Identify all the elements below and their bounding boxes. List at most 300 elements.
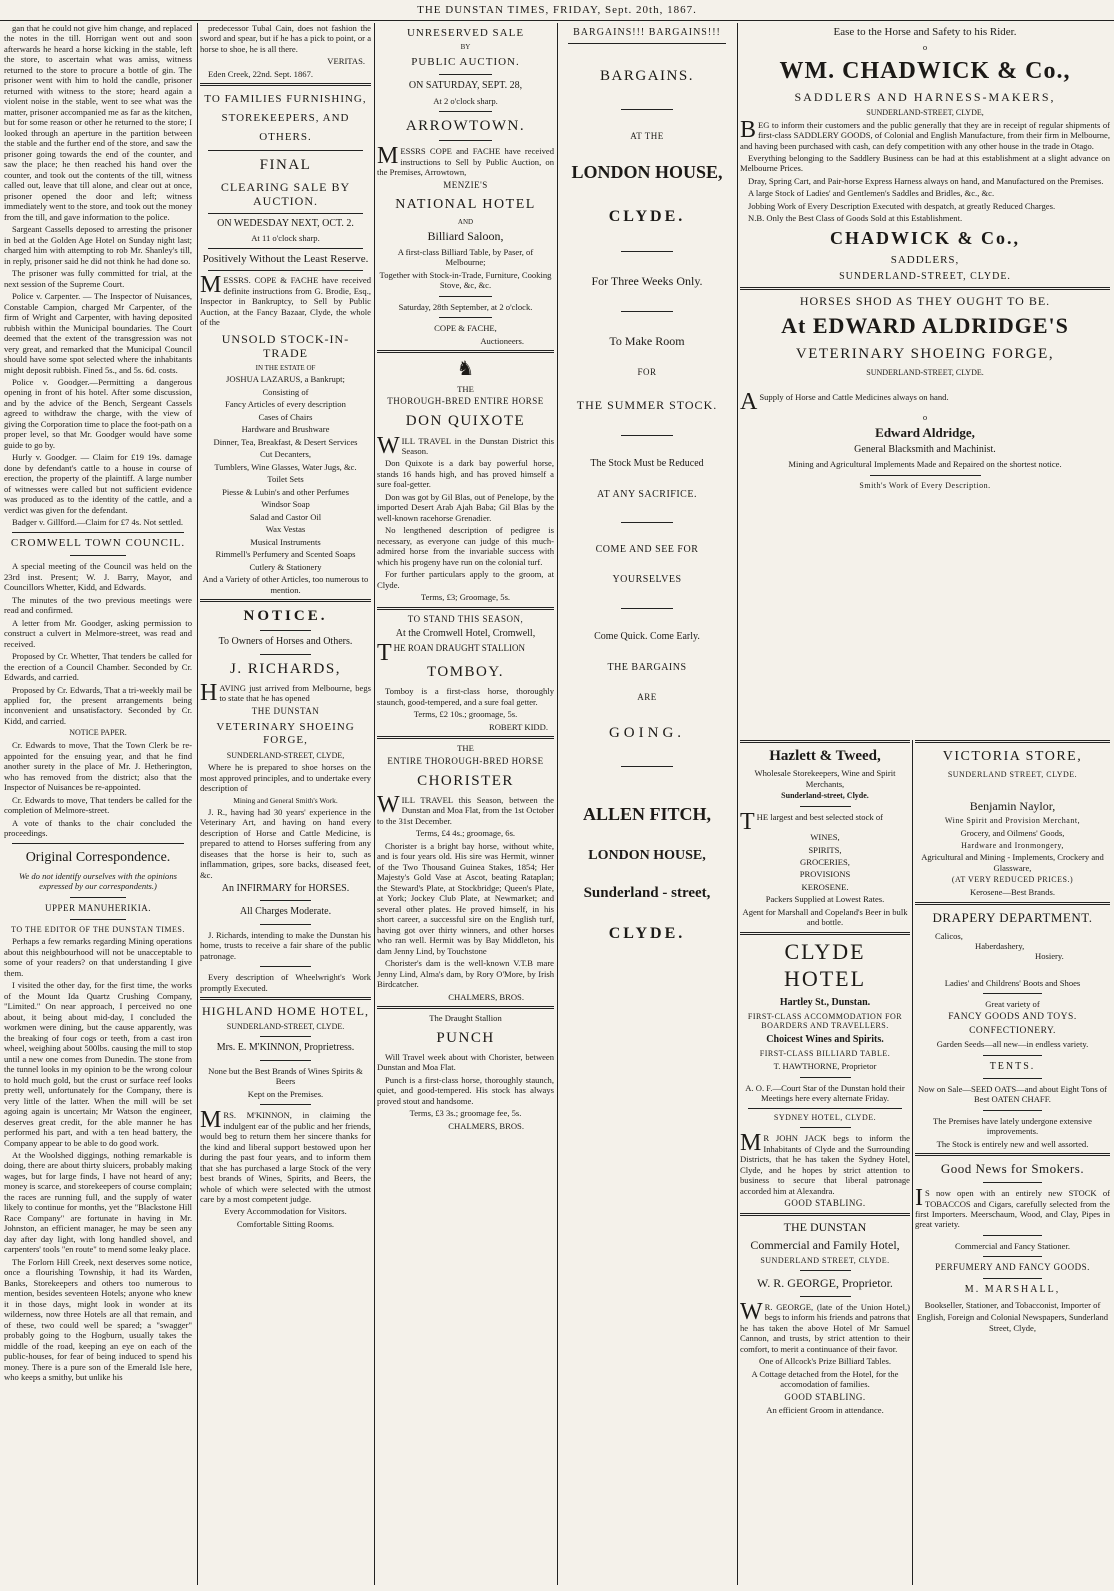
naylor-kerosene: Kerosene—Best Brands.: [970, 887, 1055, 898]
drop-cap: H: [200, 679, 218, 706]
divider: [439, 140, 492, 141]
chorister-body: [377, 841, 554, 990]
horse-icon: ♞: [456, 358, 475, 381]
letter-end: predecessor Tubal Cain, does not fashion the sword and spear, but if he has a pick to point, or a horse to shoe, he is all there.: [200, 23, 371, 54]
ad-auction-body: ESSRS. COPE & FACHE have received definite instructions from G. Brodie, Esq., Inspector in Bankruptcy, to Sell by Public Auction, at the Fancy Bazaar, Clyde, the whole of the: [200, 275, 371, 328]
highland-rooms: Comfortable Sitting Rooms.: [236, 1218, 335, 1229]
divider: [740, 287, 1110, 290]
divider: [621, 766, 673, 767]
clyde-hotel-wines: Choicest Wines and Spirits.: [766, 1034, 884, 1046]
naylor-grocery: Grocery, and Oilmens' Goods,: [960, 828, 1065, 839]
divider: [983, 1235, 1042, 1236]
chalmers: CHALMERS, BROS.: [448, 991, 524, 1002]
list-item: Musical Instruments: [250, 536, 321, 547]
aldridge-supply: Supply of Horse and Cattle Medicines always on hand.: [759, 391, 949, 402]
don-terms: Terms, £3; Groomage, 5s.: [420, 592, 511, 603]
divider: [200, 83, 371, 86]
column-5-left: [740, 740, 910, 1585]
notice-paper: NOTICE PAPER.: [69, 728, 127, 738]
divider: [208, 248, 363, 249]
divider: [377, 607, 554, 610]
divider: [12, 843, 184, 844]
divider: [740, 932, 910, 935]
naylor-sub: Wine Spirit and Provision Merchant,: [944, 816, 1081, 826]
premises: The Premises have lately undergone extensive improvements.: [932, 1115, 1092, 1137]
paragraph: EG to inform their customers and the public generally that they are in receipt of regular shipments of first-class SADDLERY GOODS, of Colonial and English Manufacture, from their firm in Melbourne, and having been purchased with cash, can defy competition with any other house in the trade in Otago.: [740, 119, 1110, 151]
naylor-agri: Agricultural and Mining - Implements, Crockery and Glassware,: [921, 852, 1104, 873]
paragraph: gan that he could not give him change, and replaced the notes in the till. Horrigan went out and soon afterwards he heard a horse kicking in the stable, left the store, to ascertain what was amiss, witness returned to the store to procure a bottle of gin. The prisoner went with him to hold the candle, prisoner returned with witness to the store; heard again a violent noise in the stable, went to see what was the matter, prisoner accompanied me as far as the kitchen, but for some reason or other he returned to the store; I looked through an aperture in the partition between the stable and the further end of the store, and saw the prisoner going towards the end of the counter, and saw the place; he then reached his hand over the counter, and took out the contents of the till, witness called out, leave that till alone, and clear out at once, prisoner opened the door and left; witness immediately went to the store, and took out the money from the till, and gave information to the police.: [4, 23, 192, 222]
divider: [208, 150, 363, 151]
naylor-hardware: Hardware and Ironmongery,: [961, 840, 1064, 850]
marshall-sub: Bookseller, Stationer, and Tobacconist, Importer of: [924, 1299, 1101, 1310]
ad-sale-time: At 11 o'clock sharp.: [251, 233, 320, 244]
paragraph: For further particulars apply to the groom, at Clyde.: [377, 569, 554, 590]
correspondence-to: TO THE EDITOR OF THE DUNSTAN TIMES.: [11, 924, 185, 934]
list-item: Salad and Castor Oil: [249, 511, 322, 522]
drapery-calicos: Calicos,: [935, 930, 963, 941]
divider: [200, 599, 371, 602]
divider: [915, 902, 1110, 905]
chadwick-saddlers-2: SADDLERS,: [890, 253, 960, 266]
charges: All Charges Moderate.: [239, 906, 332, 918]
drop-cap: M: [200, 272, 222, 299]
correspondence-note: We do not identify ourselves with the opinions expressed by our correspondents.): [19, 870, 177, 892]
paragraph: Jobbing Work of Every Description Executed with despatch, at greatly Reduced Charges.: [748, 200, 1056, 211]
divider: [208, 213, 363, 214]
correspondence-place: UPPER MANUHERIKIA.: [44, 902, 151, 913]
list-item: Cutlery & Stationery: [249, 561, 322, 572]
drop-cap: M: [740, 1130, 762, 1157]
marshall-name: M. MARSHALL,: [964, 1284, 1061, 1296]
chalmers-2: CHALMERS, BROS.: [448, 1120, 524, 1131]
clyde-2: CLYDE.: [608, 925, 686, 943]
list-item: Consisting of: [262, 386, 309, 397]
are: ARE: [637, 691, 657, 702]
drop-cap: I: [915, 1185, 923, 1212]
richards-name: J. RICHARDS,: [230, 660, 341, 677]
horses-shod: HORSES SHOD AS THEY OUGHT TO BE.: [799, 294, 1051, 309]
notice-title: NOTICE.: [243, 608, 328, 625]
chadwick-title: WM. CHADWICK & Co.,: [779, 57, 1071, 84]
chadwick-address: SUNDERLAND-STREET, CLYDE,: [866, 107, 984, 117]
divider: [439, 317, 492, 318]
list-item: Cut Decanters,: [259, 449, 312, 460]
divider: [568, 43, 726, 44]
aldridge-name: Edward Aldridge,: [875, 425, 975, 441]
chorister-the: THE: [457, 743, 474, 754]
council-title: CROMWELL TOWN COUNCIL.: [10, 536, 186, 549]
list-item: Wax Vestas: [265, 524, 306, 535]
hazlett-packers: Packers Supplied at Lowest Rates.: [765, 894, 885, 905]
list-item: WINES,: [810, 832, 840, 843]
column-3: [377, 23, 554, 1585]
column-rule: [737, 23, 738, 1585]
divider: [260, 630, 311, 631]
divider: [800, 1296, 851, 1297]
infirmary: An INFIRMARY for HORSES.: [221, 883, 350, 895]
paragraph: The minutes of the two previous meetings were read and confirmed.: [4, 594, 192, 616]
divider: [260, 1036, 311, 1037]
divider: [748, 1108, 902, 1109]
hazlett-sub: Wholesale Storekeepers, Wine and Spirit Merchants,: [754, 768, 896, 789]
allen-fitch: ALLEN FITCH,: [582, 804, 712, 825]
tents: TENTS.: [989, 1060, 1036, 1072]
cope-fache: COPE & FACHE,: [434, 323, 497, 334]
bargains: BARGAINS.: [600, 68, 694, 85]
drop-cap: W: [377, 791, 400, 818]
arrowtown: ARROWTOWN.: [405, 118, 526, 135]
paragraph: Don Quixote is a dark bay powerful horse, stands 16 hands high, and has proved himself a sure foal-getter.: [377, 458, 554, 490]
aldridge-blacksmith: General Blacksmith and Machinist.: [854, 444, 996, 456]
paragraph: N.B. Only the Best Class of Goods Sold at this Establishment.: [748, 213, 963, 224]
paragraph: The Forlorn Hill Creek, next deserves some notice, once a flourishing Township, it had its Warden, Banks, Storekeepers and others too numerous to mention, besides seventeen Hotels; anyone who knew it in those days, might look in wonder at its wilderness, now three Hotels are all that remain, and of these, two could well be spared; a "swagger" probably going to the Hogburn, usually takes the middle of the road, keeping an eye on each of the public-houses, for fear of being induced to spend his money. There is a pure son of the Emerald Isle here, who keeps a smithy, but unlike his: [4, 1256, 192, 1383]
punch-terms: Terms, £3 3s.; groomage fee, 5s.: [409, 1108, 522, 1119]
highland-proprietress: Mrs. E. M'KINNON, Proprietress.: [216, 1042, 355, 1054]
victoria-address: SUNDERLAND STREET, CLYDE.: [947, 770, 1078, 780]
dunstan-address: SUNDERLAND STREET, CLYDE.: [760, 1255, 890, 1265]
seed-oats: Now on Sale—SEED OATS—and about Eight Tons of Best OATEN CHAFF.: [917, 1083, 1107, 1105]
saturday: Saturday, 28th September, at 2 o'clock.: [398, 301, 533, 312]
stand-at: At the Cromwell Hotel, Cromwell,: [395, 627, 536, 639]
divider: [621, 109, 673, 110]
highland-accommodation: Every Accommodation for Visitors.: [224, 1206, 347, 1217]
richards-work: Mining and General Smith's Work.: [233, 795, 338, 805]
at-the: AT THE: [630, 131, 664, 142]
stock-new: The Stock is entirely new and well assorted.: [936, 1138, 1089, 1149]
roan-stallion: HE ROAN DRAUGHT STALLION: [393, 642, 526, 653]
divider: [983, 1256, 1042, 1257]
ad-sale-date: ON WEDESDAY NEXT, OCT. 2.: [217, 218, 354, 230]
tomboy-terms: Terms, £2 10s.; groomage, 5s.: [413, 709, 518, 720]
divider: [621, 251, 673, 252]
list-item: GROCERIES,: [800, 856, 850, 867]
clyde: CLYDE.: [608, 208, 686, 226]
divider: [260, 966, 311, 967]
tomboy-body: Tomboy is a first-class horse, thoroughly staunch, good-tempered, and a sure foal getter.: [377, 686, 554, 707]
letter-signature: VERITAS.: [327, 56, 365, 67]
list-item: Toilet Sets: [267, 474, 304, 485]
paragraph: Chorister's dam is the well-known V.T.B mare Jenny Lind, Alma's dam, by Rory O'More, by Irish Birdcatcher.: [377, 958, 554, 990]
clyde-hotel-proprietor: T. HAWTHORNE, Proprietor: [773, 1061, 877, 1072]
london-house-2: LONDON HOUSE,: [588, 848, 706, 864]
drapery-hosiery: Hosiery.: [1035, 951, 1064, 962]
chorister-title: CHORISTER: [417, 772, 514, 789]
perfumery: PERFUMERY AND FANCY GOODS.: [935, 1262, 1090, 1273]
for: FOR: [637, 367, 657, 378]
divider: [208, 270, 363, 271]
sunderland-street: Sunderland - street,: [583, 885, 711, 902]
divider: [377, 1006, 554, 1009]
paragraph: Cr. Edwards to move, That tenders be called for the completion of Melmore-street.: [4, 794, 192, 816]
aldridge-forge: VETERINARY SHOEING FORGE,: [795, 345, 1055, 362]
list-item: KEROSENE.: [801, 881, 849, 892]
divider: [870, 475, 981, 476]
divider: [439, 296, 492, 297]
divider: [260, 654, 311, 655]
list-item: Fancy Articles of every description: [225, 399, 346, 410]
paragraph: Perhaps a few remarks regarding Mining operations about this neighbourhood will not be unacceptable to some of your readers? on that understanding I give them.: [4, 936, 192, 978]
divider: [915, 1153, 1110, 1156]
chorister-entire: ENTIRE THOROUGH-BRED HORSE: [387, 755, 544, 766]
divider: [983, 1110, 1042, 1111]
list-item: Rimmell's Perfumery and Scented Soaps: [215, 549, 356, 560]
victoria-title: VICTORIA STORE,: [942, 749, 1083, 764]
divider: [439, 111, 492, 112]
dunstan-cottage: A Cottage detached from the Hotel, for the accomodation of families.: [751, 1368, 899, 1390]
hazlett-agent: Agent for Marshall and Copeland's Beer in bulk and bottle.: [742, 906, 908, 928]
list-item: Tumblers, Wine Glasses, Water Jugs, &c.: [214, 461, 357, 472]
punch-title: PUNCH: [436, 1029, 495, 1046]
divider: [621, 435, 673, 436]
robert-kidd: ROBERT KIDD.: [488, 721, 548, 732]
masthead: THE DUNSTAN TIMES, FRIDAY, Sept. 20th, 1867.: [0, 0, 1114, 21]
divider: [70, 919, 126, 920]
dunstan-stabling: GOOD STABLING.: [784, 1391, 866, 1402]
correspondence-body: [4, 936, 192, 1382]
paragraph: Proposed by Cr. Whetter, That tenders be called for the erection of a Council Chamber. Seconded by Cr. Edwards, and carried.: [4, 651, 192, 683]
richards-body-4: J. Richards, intending to make the Dunstan his home, trusts to receive a fair share of the public patronage.: [200, 929, 371, 961]
divider: [740, 740, 910, 743]
naylor-name: Benjamin Naylor,: [969, 798, 1056, 813]
richards-body-5: Every description of Wheelwright's Work promptly Executed.: [200, 972, 371, 993]
highland-title: HIGHLAND HOME HOTEL,: [202, 1004, 369, 1019]
divider: [800, 1077, 851, 1078]
ad-reserve: Positively Without the Least Reserve.: [202, 252, 369, 265]
column-rule: [912, 740, 913, 1585]
sale-date: ON SATURDAY, SEPT. 28,: [408, 80, 523, 92]
aldridge-smith: Smith's Work of Every Description.: [859, 480, 991, 490]
column-5-top: [740, 23, 1110, 743]
clyde-hotel-hartley: Hartley St., Dunstan.: [779, 996, 871, 1008]
list-item: And a Variety of other Articles, too numerous to mention.: [202, 574, 369, 595]
drop-cap: M: [200, 1107, 222, 1134]
ad-estate-of: IN THE ESTATE OF: [255, 363, 316, 372]
divider: [70, 555, 126, 556]
list-item: Cases of Chairs: [258, 411, 313, 422]
aldridge-mining: Mining and Agricultural Implements Made and Repaired on the shortest notice.: [788, 459, 1062, 470]
going: GOING.: [608, 724, 686, 741]
divider: [260, 900, 311, 901]
don-quixote-title: DON QUIXOTE: [405, 413, 526, 430]
hazlett-address: Sunderland-street, Clyde.: [781, 791, 869, 801]
paragraph: A vote of thanks to the chair concluded the proceedings.: [4, 817, 192, 839]
paragraph: At the Woolshed diggings, nothing remarkable is doing, there are about thirty sluicers, probably making wages, but for large finds, I have not heard of any; money is scarce, and storekeepers of course complain; the races are running full, and the supply of water likely to continue for months, yet the "Blackstone Hill Race Company" are fortunate in having in Mr. Johnston, an efficient manager, he may be seen any day after day light, with long handled shovel, and carpenters' tools "en route" to mend some leaky place.: [4, 1150, 192, 1255]
richards-body-2: Where he is prepared to shoe horses on the most approved principles, and to undertake every description of: [200, 762, 371, 794]
paragraph: Cr. Edwards to move, That the Town Clerk be re-appointed for the ensuing year, and that he find another surety in the place of Mr. J. Hetherington, who has removed from the district; also that the Inspector of Nuisances be re-appointed.: [4, 740, 192, 793]
paragraph: Police v. Carpenter. — The Inspector of Nuisances, Constable Campion, charged Mr Carpenter, of the firm of Wright and Carpenter, with having deposited rubbish within the Municipal boundaries. The Court deemed that the extent of the transgression was not very great, and remarked that the Municipal Council should have some spot selected where the inhabitants might deposit rubbish. Fined 5s., and 5s. 6d. costs.: [4, 291, 192, 375]
drop-cap: B: [740, 116, 757, 143]
highland-address: SUNDERLAND-STREET, CLYDE.: [226, 1021, 345, 1031]
divider: [621, 311, 673, 312]
together: Together with Stock-in-Trade, Furniture, Cooking Stove, &c, &c.: [379, 269, 552, 291]
marshall-papers: English, Foreign and Colonial Newspapers, Sunderland Street, Clyde,: [916, 1312, 1109, 1333]
paragraph: A special meeting of the Council was held on the 23rd inst. Present; W. J. Barry, Mayor, and Councillors Whetter, Kidd, and Edwards.: [4, 561, 192, 593]
column-rule: [197, 23, 198, 1585]
court-report: [4, 23, 192, 528]
sale-time: At 2 o'clock sharp.: [433, 95, 498, 106]
drop-cap: A: [740, 388, 758, 415]
smokers-body: S now open with an entirely new STOCK of TOBACCOS and Cigars, carefully selected from the first Importers. Meerschaum, Wood, and Clay, Pipes in great variety.: [915, 1188, 1110, 1230]
paragraph: Don was got by Gil Blas, out of Penelope, by the imported Desert Arab Ajah Baba; Gil Blas by the well-known racehorse Grenadier.: [377, 491, 554, 523]
paragraph: Chorister is a bright bay horse, without white, and is four years old. His sire was Hermit, winner of the Two Thousand Guinea Stakes, 1854; Her Majesty's Gold Vase at Ascot, beating Rataplan; the Steward's Plate, at Stockbridge; Queen's Plate, at York; Jockey Club Plate, at Newmarket; and several other plates. He proved himself, in his short career, a successful sire on the English turf, having got over thirty winners, and other horses who ran well. Hermit was by Bay Middleton, his dam Jenny Lind, by Touchstone: [377, 840, 554, 956]
dunstan-prize: One of Allcock's Prize Billiard Tables.: [758, 1356, 892, 1367]
yourselves: YOURSELVES: [612, 574, 682, 586]
circle-ornament-2: o: [922, 411, 928, 422]
clyde-hotel-title: CLYDE HOTEL: [783, 938, 867, 991]
drop-cap: M: [377, 143, 399, 170]
dunstan-body: R. GEORGE, (late of the Union Hotel,) begs to inform his friends and patrons that he has taken the above Hotel of Mr Samuel Cannon, and trusts, by strict attention to their comfort, to merit a continuance of their favor.: [740, 1301, 910, 1354]
three-weeks: For Three Weeks Only.: [591, 273, 703, 288]
don-body: [377, 458, 554, 590]
punch-will: Will Travel week about with Chorister, between Dunstan and Moa Flat.: [377, 1051, 554, 1073]
divider: [377, 736, 554, 739]
council-report-2: [4, 740, 192, 838]
national-hotel: NATIONAL HOTEL: [395, 196, 536, 212]
dunstan-hotel: THE DUNSTAN: [783, 1220, 867, 1235]
drop-cap: T: [377, 639, 392, 666]
ad-families-head: TO FAMILIES FURNISHING, STOREKEEPERS, AND OTHERS.: [204, 93, 367, 143]
richards-body-3: J. R., having had 30 years' experience in the Veterinary Art, and having on hand every description of Horse and Cattle Medicine, is prepared to attend to Horses suffering from any diseases that the horse is heir to, such as inflammation, gripes, sore backs, diseased feet, &c.: [200, 806, 371, 880]
clyde-hotel-billiard: FIRST-CLASS BILLIARD TABLE.: [759, 1049, 891, 1059]
hazlett-title: Hazlett & Tweed,: [769, 748, 881, 764]
drop-cap: W: [377, 432, 400, 459]
ad-unsold: UNSOLD STOCK-IN-TRADE: [221, 331, 350, 361]
smokers-title: Good News for Smokers.: [940, 1161, 1085, 1177]
summer-stock: THE SUMMER STOCK.: [576, 398, 718, 413]
billiard-body: A first-class Billiard Table, by Paser, of Melbourne;: [397, 246, 534, 268]
paragraph: Police v. Goodger.—Permitting a dangerous opening in front of his hotel. After some discussion, and by the advice of the Bench, Sergeant Cassels agreed to withdraw the charge, with the view of giving the Corporation time to place the foot-path on a proper level, so that Mr. Goodger would have some guide to go by.: [4, 376, 192, 450]
paragraph: Badger v. Gillford.—Claim for £7 4s. Not settled.: [12, 517, 184, 528]
column-rule: [374, 23, 375, 1585]
sale-by: BY: [460, 43, 471, 52]
ad-item-list: [200, 387, 371, 595]
come-see: COME AND SEE FOR: [595, 544, 699, 556]
paragraph: No lengthened description of pedigree is necessary, as everyone can judge of this much-admired horse from the invariable success with which his progeny have run on the colonial turf.: [377, 525, 554, 567]
sydney-stabling: GOOD STABLING.: [784, 1198, 866, 1209]
drapery-title: DRAPERY DEPARTMENT.: [932, 909, 1093, 925]
hazlett-items: [740, 832, 910, 892]
paragraph: Sargeant Cassells deposed to arresting the prisoner in bed at the Golden Age Hotel on Sunday night last; charged him with attempting to rob Mr. Shanley's till, in reply, prisoner said he did not think he had done so.: [4, 224, 192, 266]
stand-season: TO STAND THIS SEASON,: [407, 613, 524, 624]
sale-public: PUBLIC AUCTION.: [411, 55, 520, 68]
divider: [377, 350, 554, 353]
column-1: [4, 23, 192, 1585]
divider: [200, 997, 371, 1000]
correspondence-title: Original Correspondence.: [25, 849, 171, 865]
paragraph: Hurly v. Goodger. — Claim for £19 19s. damage done by defendant's cattle to a house in course of erection, the property of the plaintiff. A large number of witnesses were called but not sufficient evidence was produced as to the identity of the cattle, and a verdict was given for the defendant.: [4, 452, 192, 515]
divider: [260, 924, 311, 925]
don-will: ILL TRAVEL in the Dunstan District this Season.: [401, 435, 554, 456]
richards-dunstan: THE DUNSTAN: [251, 705, 320, 716]
richards-address: SUNDERLAND-STREET, CLYDE,: [226, 750, 345, 760]
list-item: SPIRITS,: [808, 844, 842, 855]
divider: [983, 1078, 1042, 1079]
list-item: PROVISIONS: [799, 869, 851, 880]
paragraph: Dray, Spring Cart, and Pair-horse Express Harness always on hand, and Manufactured on the Premises.: [748, 175, 1104, 186]
chadwick-2: CHADWICK & Co.,: [830, 227, 1020, 248]
paragraph: Everything belonging to the Saddlery Business can be had at this establishment at a slight advance on Melbourne Prices.: [740, 152, 1110, 174]
ad-clearing-sale: CLEARING SALE BY AUCTION.: [220, 179, 351, 209]
sale-body: ESSRS COPE and FACHE have received instructions to Sell by Public Auction, on the Premises, Arrowtown,: [377, 146, 554, 178]
letter-date: Eden Creek, 22nd. Sept. 1867.: [208, 68, 314, 79]
don-the: THE: [457, 383, 474, 394]
divider: [800, 1127, 851, 1128]
fancy-goods: FANCY GOODS AND TOYS.: [948, 1011, 1077, 1022]
tomboy-title: TOMBOY.: [426, 663, 505, 680]
paragraph: A letter from Mr. Goodger, asking permission to construct a culvert in Melmore-street, was read and received.: [4, 617, 192, 649]
menzies: MENZIE'S: [443, 179, 488, 190]
chadwick-body: [740, 116, 1110, 224]
dunstan-commercial: Commercial and Family Hotel,: [750, 1237, 900, 1252]
drapery-boots: Ladies' and Childrens' Boots and Shoes: [944, 977, 1081, 988]
divider: [621, 608, 673, 609]
sydney-body: R JOHN JACK begs to inform the Inhabitants of Clyde and the Surrounding Districts, that he has taken the Sydney Hotel, Clyde, and he hopes by strict attention to business to secure that liberal patronage accorded him at Alexandra.: [740, 1133, 910, 1196]
divider: [439, 74, 492, 75]
must-reduce: The Stock Must be Reduced: [590, 457, 704, 469]
list-item: Dinner, Tea, Breakfast, & Desert Services: [213, 436, 358, 447]
london-house: LONDON HOUSE,: [571, 162, 723, 183]
the-bargains: THE BARGAINS: [607, 661, 687, 673]
list-item: Windsor Soap: [261, 499, 310, 510]
paragraph: The prisoner was fully committed for trial, at the next session of the Supreme Court.: [4, 268, 192, 289]
chorister-terms: Terms, £4 4s.; groomage, 6s.: [415, 828, 516, 839]
clyde-hotel-aof: A. O. F.—Court Star of the Dunstan hold their Meetings here every alternate Friday.: [745, 1082, 905, 1104]
divider: [983, 1055, 1042, 1056]
divider: [983, 1278, 1042, 1279]
dunstan-proprietor: W. R. GEORGE, Proprietor.: [757, 1276, 893, 1291]
column-rule: [557, 23, 558, 1585]
list-item: Piesse & Lubin's and other Perfumes: [222, 486, 349, 497]
divider: [800, 806, 851, 807]
and: AND: [457, 217, 474, 226]
drop-cap: W: [740, 1298, 763, 1325]
billiard-saloon: Billiard Saloon,: [427, 229, 504, 244]
stationer: Commercial and Fancy Stationer.: [954, 1240, 1071, 1251]
divider: [983, 993, 1042, 994]
divider: [260, 1060, 311, 1061]
naylor-prices: (AT VERY REDUCED PRICES.): [951, 875, 1074, 885]
divider: [621, 522, 673, 523]
richards-forge: VETERINARY SHOEING FORGE,: [216, 720, 355, 747]
auctioneers: Auctioneers.: [480, 335, 524, 346]
great-variety: Great variety of: [985, 999, 1040, 1010]
make-room: To Make Room: [609, 333, 685, 348]
column-2: [200, 23, 371, 1585]
divider: [983, 1182, 1042, 1183]
chorister-will: ILL TRAVEL this Season, between the Dunstan and Moa Flat, from the 1st October to the 31st December.: [377, 794, 554, 826]
don-entire: THOROUGH-BRED ENTIRE HORSE: [387, 396, 544, 407]
divider: [260, 1104, 311, 1105]
sydney-hotel: SYDNEY HOTEL, CLYDE.: [773, 1112, 877, 1122]
come-quick: Come Quick. Come Early.: [594, 630, 700, 642]
ad-final: FINAL: [259, 157, 312, 174]
punch-body: Punch is a first-class horse, thoroughly staunch, quiet, and good-tempered. His stock has always proved stout and handsome.: [377, 1074, 554, 1106]
council-report: [4, 561, 192, 726]
chadwick-address-2: SUNDERLAND-STREET, CLYDE.: [839, 271, 1011, 283]
divider: [740, 1213, 910, 1216]
dunstan-groom: An efficient Groom in attendance.: [766, 1404, 884, 1415]
highland-wines: None but the Best Brands of Wines Spirits & Beers: [208, 1065, 363, 1087]
column-5-right: [915, 740, 1110, 1585]
divider: [800, 1270, 851, 1271]
paragraph: Proposed by Cr. Edwards, That a tri-weekly mail be applied for, the present arrangements being inconvenient and unsatisfactory. Seconded by Cr. Kidd, and carried.: [4, 684, 192, 726]
aldridge-address: SUNDERLAND-STREET, CLYDE.: [866, 368, 984, 378]
ease-line: Ease to the Horse and Safety to his Rider.: [833, 26, 1017, 38]
drapery-haberdashery: Haberdashery,: [975, 940, 1025, 951]
column-4: [560, 23, 734, 1585]
sale-head: UNRESERVED SALE: [406, 27, 525, 39]
paragraph: I visited the other day, for the first time, the works of the Mount Ida Quartz Crushing Company, "Limited." On near approach, I perceived no one about, it being about mid-day, I concluded the workmen were dining, but the cause apparently, was the breaking of four cogs or teeth, from a cast iron wheel, weighing about 500lbs. causing the mill to stop until a new one comes from Dunedin. The stone from the tunnel looks in my opinion to be the wrong colour to hold much gold, but the crust or surface reef looks pretty well, unfortunately for the Company, there is very little of the latter. When the mill will be set agoing again is uncertain; Mr Watson the engineer, deserves great credit, for the able manner he has performed his part, and with a ten head battery, the Company appear to be able to do good work.: [4, 980, 192, 1148]
